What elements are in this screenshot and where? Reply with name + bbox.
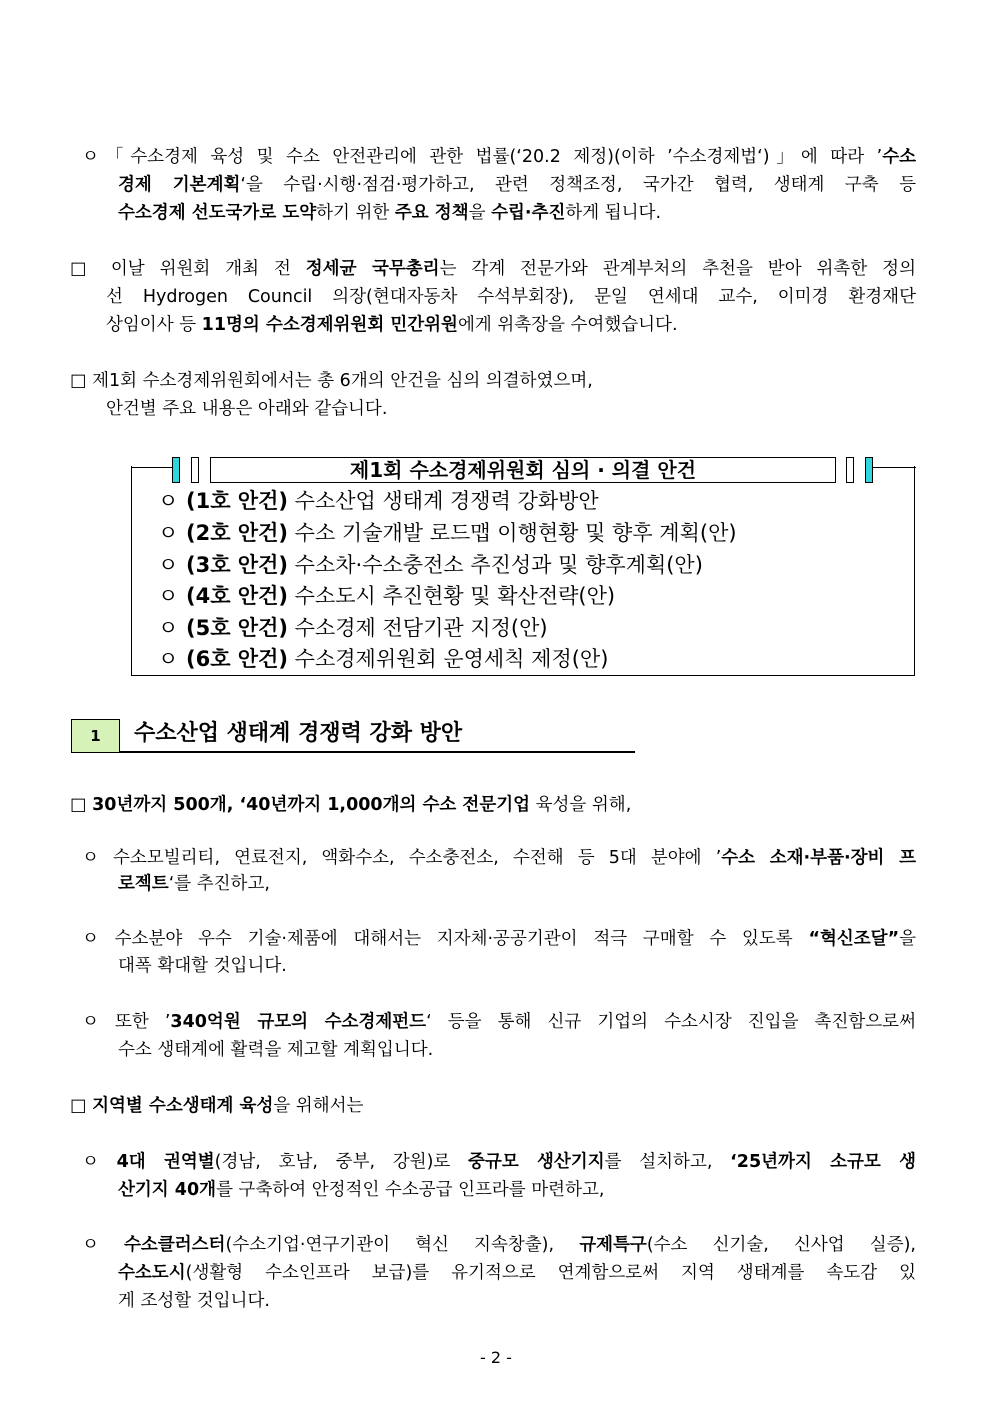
text-span: 하게 됩니다. (565, 203, 662, 223)
agenda-text: 수소 기술개발 로드맵 이행현황 및 향후 계획(안) (294, 521, 737, 545)
bullet: ㅇ (158, 584, 179, 608)
text-bold: 경제 기본계획 (118, 175, 241, 195)
text-line: 게 조성할 것입니다. (118, 1291, 270, 1311)
agenda-item (158, 581, 615, 611)
text-line (118, 870, 270, 898)
text-bold: 수소클러스터 (124, 1235, 226, 1255)
text-span: ㅇ (82, 1235, 125, 1255)
text-span: (수소 신기술, 신사업 실증), (646, 1235, 916, 1255)
agenda-item (158, 518, 737, 548)
text-bold: 수소 소재·부품·장비 프 (721, 848, 916, 868)
text-bold: 4대 권역별 (116, 1152, 215, 1172)
text-bold: 수소 (882, 147, 916, 167)
text-bold: ‘25년까지 소규모 생 (730, 1152, 916, 1172)
text-bold: 주요 정책 (394, 203, 469, 223)
text-line (82, 1231, 916, 1259)
text-line (106, 283, 916, 311)
agenda-item (158, 644, 608, 674)
text-bold: 수소도시 (118, 1263, 186, 1283)
text-line (118, 199, 661, 227)
text-span: 를 설치하고, (604, 1152, 731, 1172)
text-span: (경남, 호남, 중부, 강원)로 (214, 1152, 469, 1172)
section-number: 1 (71, 719, 120, 753)
bullet: ㅇ (158, 521, 179, 545)
text-span: ㅇ 수소모빌리티, 연료전지, 액화수소, 수소충전소, 수전해 등 5대 분야에 ’ (82, 848, 722, 868)
text-bold: 340억원 규모의 수소경제펀드 (170, 1012, 427, 1032)
agenda-tag: (1호 안건) (186, 489, 288, 513)
text-span: ㅇ「수소경제 육성 및 수소 안전관리에 관한 법률(‘20.2 제정)(이하 ’수소경제법‘)」에 따라 ’ (82, 147, 883, 167)
text-span: (수소기업·연구기관이 혁신 지속창출), (225, 1235, 580, 1255)
text-span: 육성을 위해, (530, 795, 632, 815)
text-bold: 지역별 수소생태계 육성 (92, 1096, 274, 1116)
bullet: ㅇ (158, 489, 179, 513)
text-line (82, 844, 916, 872)
bullet: ㅇ (158, 553, 179, 577)
text-bold: 수소경제 선도국가로 도약 (118, 203, 317, 223)
text-line (70, 255, 916, 283)
text-span: □ (70, 1096, 93, 1116)
text-bold: “혁신조달” (808, 929, 900, 949)
text-span: □ 이날 위원회 개최 전 (70, 259, 306, 279)
text-line: 안건별 주요 내용은 아래와 같습니다. (106, 399, 388, 419)
agenda-tag: (6호 안건) (186, 647, 288, 671)
text-span: ㅇ 또한 ’ (82, 1012, 171, 1032)
agenda-text: 수소차·수소충전소 추진성과 및 향후계획(안) (294, 553, 703, 577)
agenda-item (158, 550, 703, 580)
text-span: 를 구축하여 안정적인 수소공급 인프라를 마련하고, (216, 1180, 605, 1200)
agenda-text: 수소도시 추진현황 및 확산전략(안) (294, 584, 616, 608)
agenda-title: 제1회 수소경제위원회 심의 · 의결 안건 (210, 457, 836, 483)
text-span: 하기 위한 (316, 203, 395, 223)
text-line (118, 171, 916, 199)
text-span: ‘ 등을 통해 신규 기업의 수소시장 진입을 촉진함으로써 (426, 1012, 916, 1032)
text-line: 수소 생태계에 활력을 제고할 계획입니다. (118, 1040, 434, 1060)
text-span: 선 Hydrogen Council 의장(현대자동차 수석부회장), 문일 연세대 교수, 이미경 환경재단 (106, 287, 916, 307)
text-span: 을 위해서는 (273, 1096, 364, 1116)
text-span: ㅇ 수소분야 우수 기술·제품에 대해서는 지자체·공공기관이 적극 구매할 수 있도록 (82, 929, 809, 949)
text-line (82, 1008, 916, 1036)
agenda-item (158, 613, 548, 643)
bullet: ㅇ (158, 616, 179, 640)
text-line (82, 1148, 916, 1176)
text-span: ‘을 수립·시행·점검·평가하고, 관련 정책조정, 국가간 협력, 생태계 구축 등 (240, 175, 917, 195)
text-line (70, 1092, 363, 1120)
agenda-text: 수소산업 생태계 경쟁력 강화방안 (294, 489, 599, 513)
text-line (82, 143, 916, 171)
text-line (70, 791, 631, 819)
agenda-tag: (4호 안건) (186, 584, 288, 608)
text-line (118, 1176, 604, 1204)
text-span: □ (70, 795, 93, 815)
text-span: 는 각계 전문가와 관계부처의 추천을 받아 위촉한 정의 (439, 259, 916, 279)
text-line: □ 제1회 수소경제위원회에서는 총 6개의 안건을 심의 의결하였으며, (70, 371, 593, 391)
text-bold: 산기지 40개 (118, 1180, 217, 1200)
text-span: 상임이사 등 (106, 315, 202, 335)
agenda-item (158, 486, 599, 516)
text-line (106, 311, 678, 339)
agenda-text: 수소경제위원회 운영세칙 제정(안) (294, 647, 609, 671)
text-line (118, 1259, 916, 1287)
agenda-tag: (5호 안건) (186, 616, 288, 640)
agenda-text: 수소경제 전담기관 지정(안) (294, 616, 548, 640)
agenda-tag: (2호 안건) (186, 521, 288, 545)
text-bold: 중규모 생산기지 (468, 1152, 605, 1172)
agenda-tag: (3호 안건) (186, 553, 288, 577)
text-span: ㅇ (82, 1152, 117, 1172)
text-bold: 수립·추진 (491, 203, 566, 223)
text-span: 을 (468, 203, 492, 223)
bullet: ㅇ (158, 647, 179, 671)
text-line (82, 925, 916, 953)
text-span: (생활형 수소인프라 보급)를 유기적으로 연계함으로써 지역 생태계를 속도감 있 (185, 1263, 916, 1283)
text-span: ‘를 추진하고, (168, 874, 270, 894)
text-span: 을 (899, 929, 916, 949)
text-bold: 정세균 국무총리 (305, 259, 440, 279)
text-bold: 30년까지 500개, ‘40년까지 1,000개의 수소 전문기업 (92, 795, 531, 815)
text-line: 대폭 확대할 것입니다. (118, 956, 287, 976)
page-number: - 2 - (480, 1348, 512, 1367)
section-underline (120, 751, 635, 753)
text-span: 에게 위촉장을 수여했습니다. (457, 315, 678, 335)
text-bold: 로젝트 (118, 874, 169, 894)
text-bold: 11명의 수소경제위원회 민간위원 (201, 315, 458, 335)
section-title: 수소산업 생태계 경쟁력 강화 방안 (134, 721, 463, 746)
text-bold: 규제특구 (579, 1235, 647, 1255)
